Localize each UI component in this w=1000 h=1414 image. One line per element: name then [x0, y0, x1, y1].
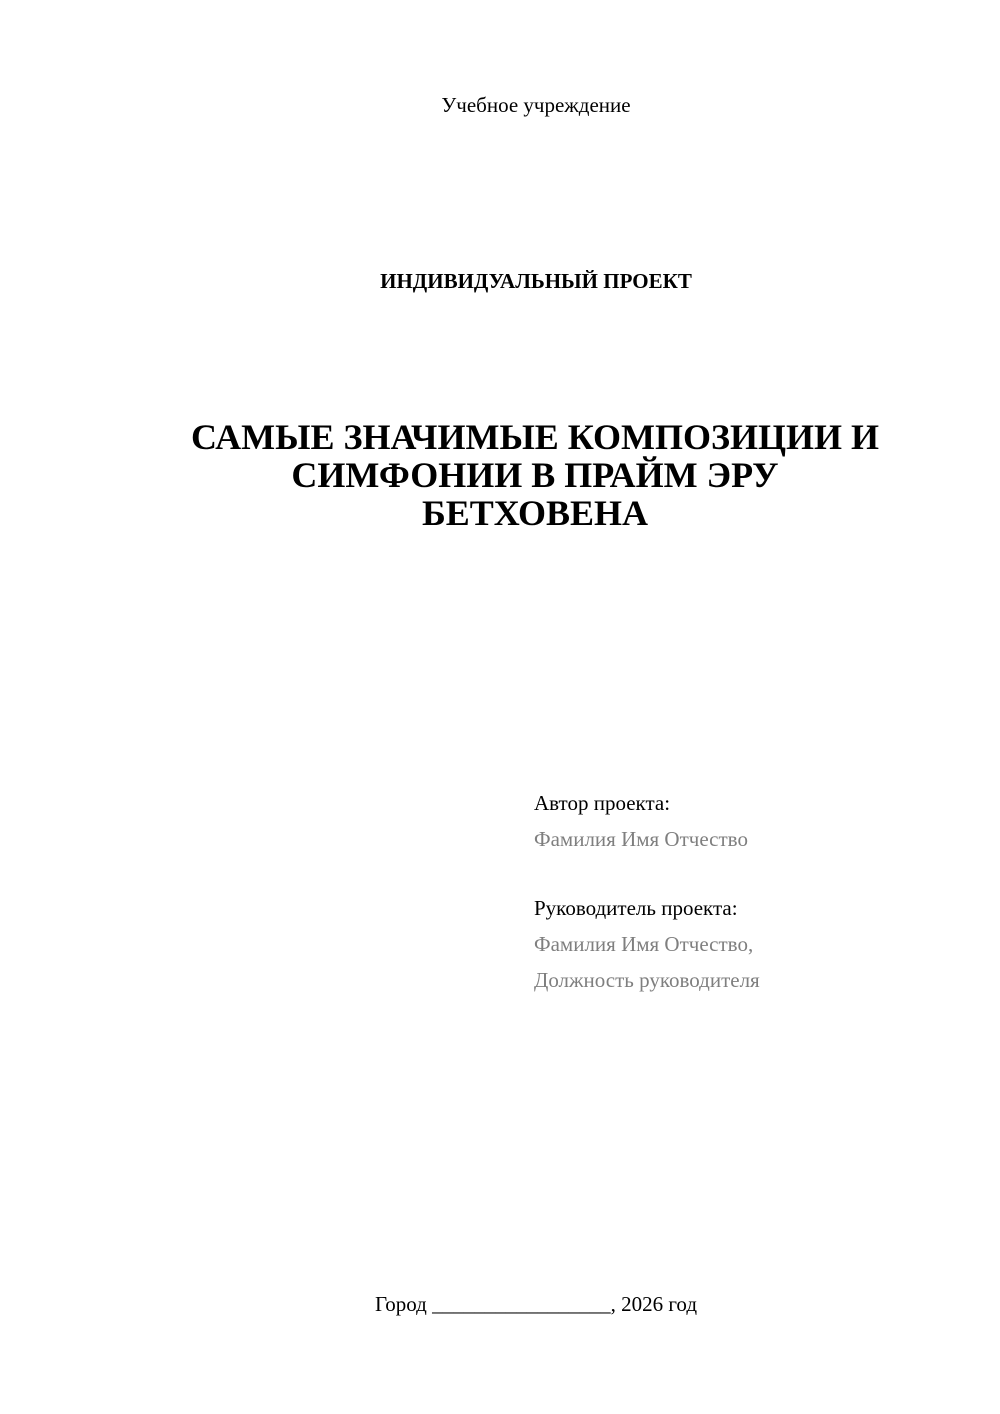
- author-name: Фамилия Имя Отчество: [534, 827, 748, 851]
- supervisor-block: [534, 890, 760, 998]
- supervisor-position: Должность руководителя: [534, 968, 760, 992]
- project-type: ИНДИВИДУАЛЬНЫЙ ПРОЕКТ: [380, 269, 692, 293]
- title-line-1: САМЫЕ ЗНАЧИМЫЕ КОМПОЗИЦИИ И: [190, 417, 880, 457]
- author-label: Автор проекта:: [534, 791, 671, 815]
- title-line-3: БЕТХОВЕНА: [421, 493, 649, 533]
- supervisor-name: Фамилия Имя Отчество,: [534, 932, 754, 956]
- project-title: [145, 418, 925, 532]
- supervisor-label: Руководитель проекта:: [534, 896, 738, 920]
- author-block: [534, 785, 748, 857]
- city-year-footer: Город _________________, 2026 год: [374, 1292, 698, 1316]
- institution-name: Учебное учреждение: [441, 93, 631, 117]
- title-line-2: СИМФОНИИ В ПРАЙМ ЭРУ: [291, 455, 779, 495]
